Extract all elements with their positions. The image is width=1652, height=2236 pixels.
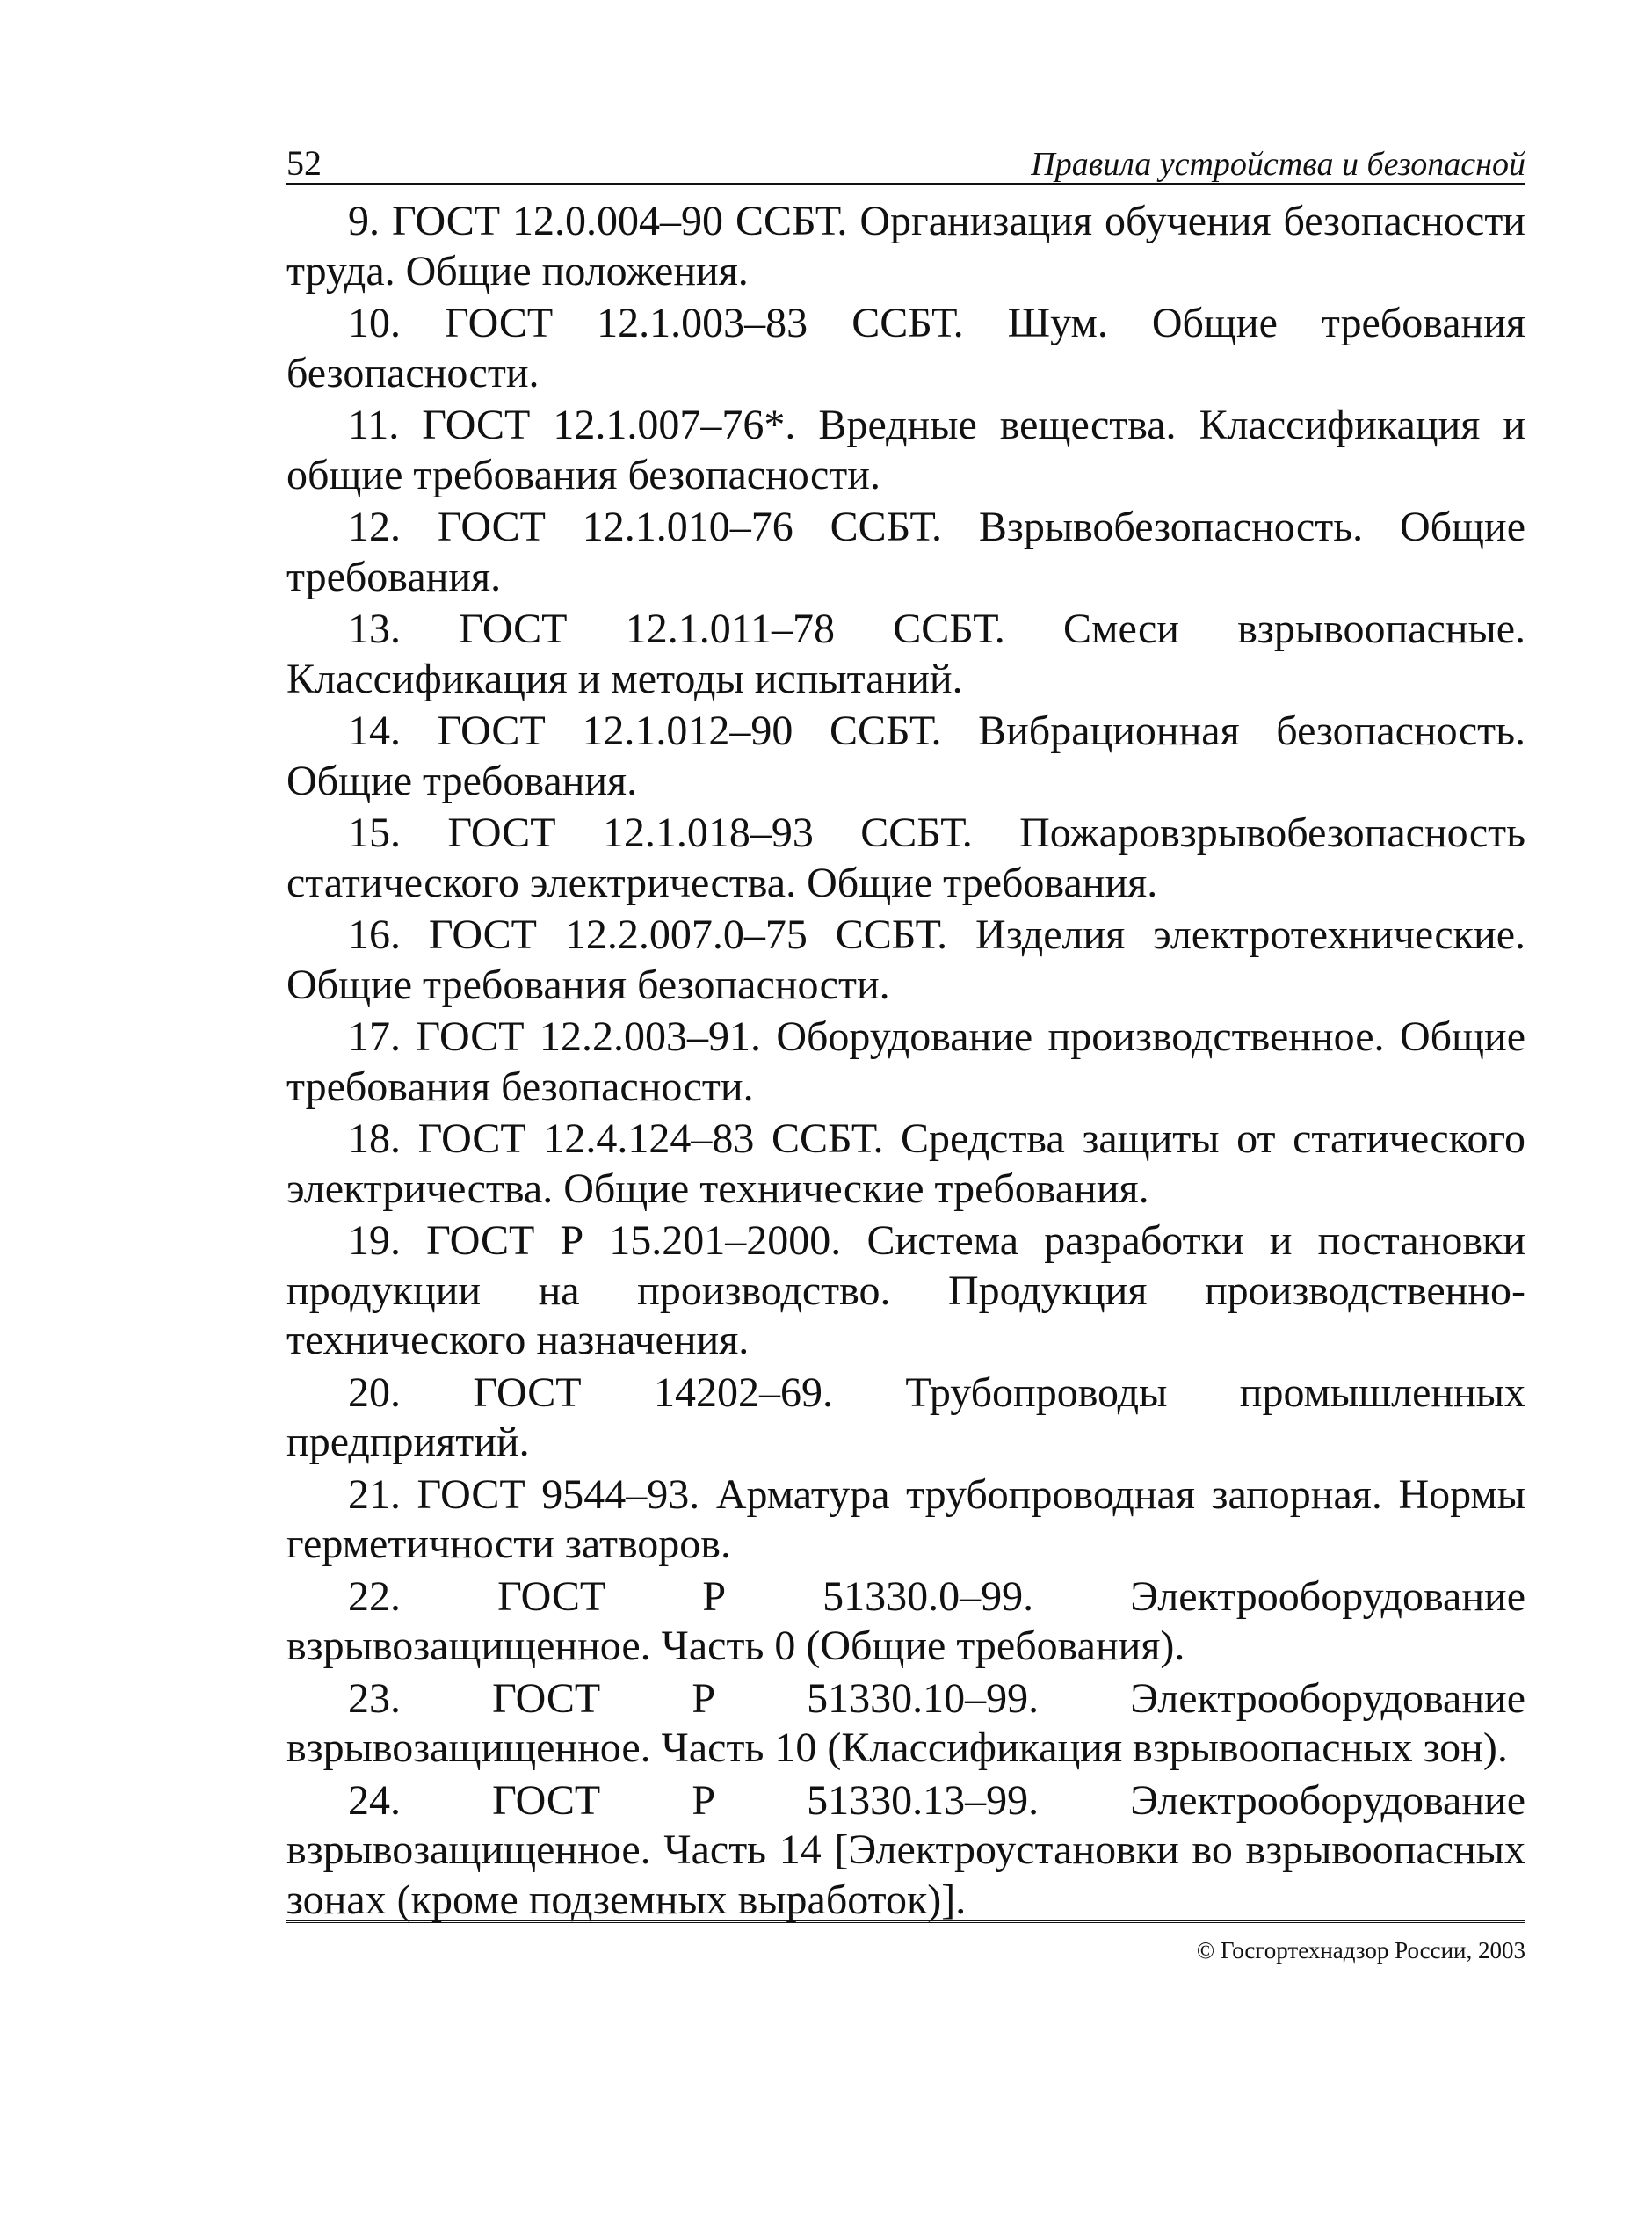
reference-item: 17. ГОСТ 12.2.003–91. Оборудование производственное. Общие требования безопасности. [286,1013,1525,1110]
reference-item: 23. ГОСТ Р 51330.10–99. Электрооборудование взрывозащищенное. Часть 10 (Классификация взрывоопасных зон). [286,1674,1525,1771]
reference-item: 11. ГОСТ 12.1.007–76*. Вредные вещества. Классификация и общие требования безопасности. [286,402,1525,498]
reference-item: 10. ГОСТ 12.1.003–83 ССБТ. Шум. Общие требования безопасности. [286,300,1525,396]
running-head [286,141,1525,185]
reference-list [286,197,1525,1925]
reference-item: 15. ГОСТ 12.1.018–93 ССБТ. Пожаровзрывобезопасность статического электричества. Общие требования. [286,809,1525,906]
reference-item: 9. ГОСТ 12.0.004–90 ССБТ. Организация обучения безопасности труда. Общие положения. [286,198,1525,294]
footer-rule [286,1920,1525,1923]
reference-item: 13. ГОСТ 12.1.011–78 ССБТ. Смеси взрывоопасные. Классификация и методы испытаний. [286,606,1525,702]
reference-item: 21. ГОСТ 9544–93. Арматура трубопроводная запорная. Нормы герметичности затворов. [286,1470,1525,1567]
reference-item: 20. ГОСТ 14202–69. Трубопроводы промышленных предприятий. [286,1368,1525,1465]
copyright-notice: © Госгортехнадзор России, 2003 [1196,1937,1525,1964]
reference-item: 18. ГОСТ 12.4.124–83 ССБТ. Средства защиты от статического электричества. Общие технические требования. [286,1115,1525,1212]
reference-item: 19. ГОСТ Р 15.201–2000. Система разработки и постановки продукции на производство. Продукция производственно-технического назначения. [286,1217,1525,1363]
running-title: Правила устройства и безопасной [1031,146,1525,183]
page-number: 52 [286,143,322,183]
page-footer [286,1920,1525,1963]
reference-item: 24. ГОСТ Р 51330.13–99. Электрооборудование взрывозащищенное. Часть 14 [Электроустановки во взрывоопасных зонах (кроме подземных выработок)]. [286,1776,1525,1923]
reference-item: 14. ГОСТ 12.1.012–90 ССБТ. Вибрационная безопасность. Общие требования. [286,708,1525,804]
reference-item: 22. ГОСТ Р 51330.0–99. Электрооборудование взрывозащищенное. Часть 0 (Общие требования). [286,1572,1525,1669]
reference-item: 16. ГОСТ 12.2.007.0–75 ССБТ. Изделия электротехнические. Общие требования безопасности. [286,911,1525,1008]
reference-item: 12. ГОСТ 12.1.010–76 ССБТ. Взрывобезопасность. Общие требования. [286,504,1525,600]
book-page [286,141,1525,1927]
